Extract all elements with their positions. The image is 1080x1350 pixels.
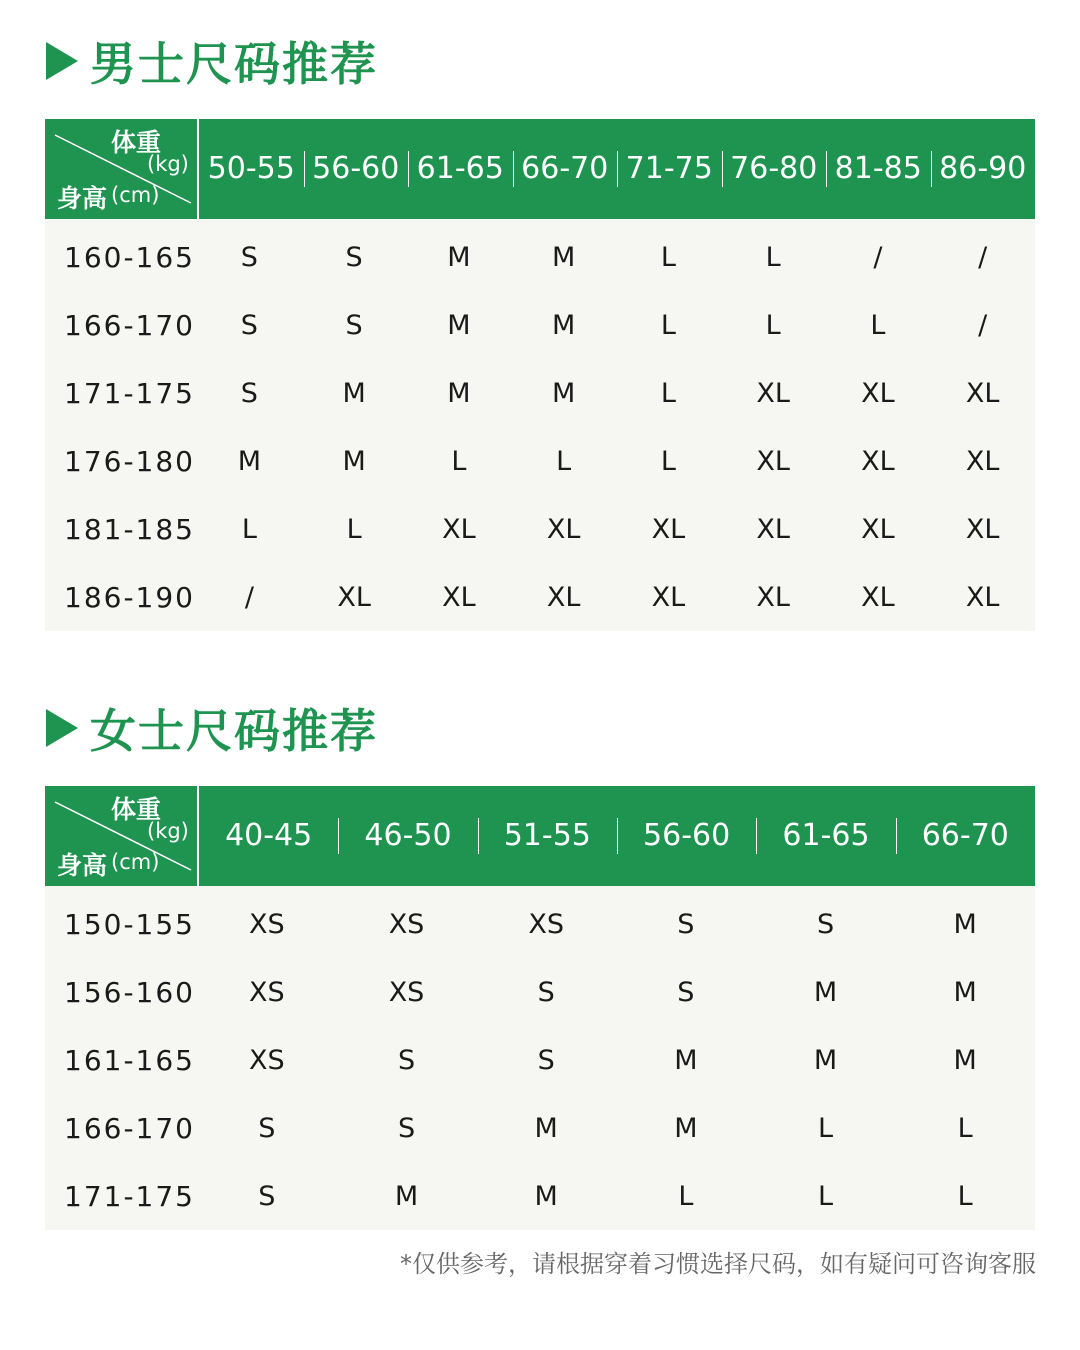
size-cell: M <box>394 1180 419 1212</box>
row-height-label: 161-165 <box>64 1043 195 1077</box>
men-col-header: 71-75 <box>617 119 722 219</box>
size-cell: XS <box>249 1044 285 1076</box>
height-label: 身高 <box>57 851 108 880</box>
men-weight-columns <box>199 119 1035 219</box>
size-cell: S <box>537 1044 555 1076</box>
size-cell: S <box>397 1112 416 1144</box>
men-col-header: 81-85 <box>826 119 931 219</box>
table-row <box>45 890 1035 958</box>
row-height-label: 186-190 <box>64 580 195 614</box>
size-cell: L <box>765 309 781 341</box>
size-cell: M <box>447 377 471 409</box>
table-row <box>45 291 1035 359</box>
women-size-table <box>45 786 1035 1230</box>
women-section-title <box>46 698 378 758</box>
size-cell: XL <box>442 513 476 545</box>
men-corner-cell <box>45 119 199 219</box>
table-row <box>45 223 1035 291</box>
size-cell: M <box>551 241 576 273</box>
men-table-header <box>45 119 1035 219</box>
size-cell: XL <box>651 581 686 613</box>
size-cell: XL <box>337 581 371 613</box>
table-row <box>45 359 1035 427</box>
table-row <box>45 1026 1035 1094</box>
table-row <box>45 495 1035 563</box>
weight-label: 体重 <box>111 128 162 157</box>
play-triangle-icon <box>46 709 78 747</box>
women-col-header: 40-45 <box>225 818 313 853</box>
size-cell: M <box>447 309 471 341</box>
row-height-label: 166-170 <box>64 308 195 342</box>
table-row <box>45 1094 1035 1162</box>
size-cell: XL <box>861 513 895 545</box>
size-cell: XL <box>756 377 790 409</box>
size-cell: L <box>678 1180 694 1212</box>
size-cell: XL <box>546 581 581 613</box>
size-cell: M <box>953 976 977 1008</box>
disclaimer-footnote: *仅供参考，请根据穿着习惯选择尺码，如有疑问可咨询客服 <box>400 1250 1036 1278</box>
size-cell: XL <box>861 581 895 613</box>
size-cell: L <box>241 513 257 545</box>
women-table-header <box>45 786 1035 886</box>
size-cell: S <box>258 1112 276 1144</box>
size-cell: L <box>957 1180 973 1212</box>
size-cell: / <box>244 581 254 613</box>
size-cell: M <box>953 1044 977 1076</box>
size-cell: M <box>551 377 576 409</box>
table-row <box>45 427 1035 495</box>
size-cell: XS <box>249 908 285 940</box>
women-col-header: 46-50 <box>338 786 477 886</box>
size-cell: XL <box>756 581 790 613</box>
size-cell: M <box>813 976 838 1008</box>
row-height-label: 150-155 <box>64 907 195 941</box>
size-cell: / <box>978 241 988 273</box>
size-cell: M <box>674 1112 698 1144</box>
weight-label: 体重 <box>111 795 162 824</box>
size-cell: L <box>957 1112 973 1144</box>
size-cell: M <box>534 1180 558 1212</box>
women-col-header: 66-70 <box>896 786 1035 886</box>
size-cell: L <box>818 1112 834 1144</box>
women-weight-columns <box>199 786 1035 886</box>
size-cell: L <box>660 377 676 409</box>
men-section-title <box>46 31 378 91</box>
table-row <box>45 1162 1035 1230</box>
height-unit: (cm) <box>111 850 160 874</box>
size-cell: XL <box>965 445 1000 477</box>
size-cell: XL <box>965 513 1000 545</box>
men-size-table <box>45 119 1035 631</box>
size-cell: M <box>342 377 366 409</box>
women-table-body <box>45 886 1035 1230</box>
size-cell: M <box>342 445 366 477</box>
row-height-label: 171-175 <box>64 376 195 410</box>
size-cell: S <box>677 976 695 1008</box>
play-triangle-icon <box>46 42 78 80</box>
size-cell: XS <box>249 976 285 1008</box>
size-cell: XL <box>965 581 1000 613</box>
size-cell: L <box>660 241 676 273</box>
size-cell: L <box>660 309 676 341</box>
size-cell: L <box>765 241 781 273</box>
women-corner-cell <box>45 786 199 886</box>
women-col-header: 56-60 <box>617 786 756 886</box>
weight-unit: (kg) <box>147 819 189 843</box>
size-cell: L <box>818 1180 834 1212</box>
women-col-header: 61-65 <box>756 786 895 886</box>
size-cell: XS <box>388 908 425 940</box>
size-cell: S <box>816 908 835 940</box>
size-cell: S <box>240 377 258 409</box>
size-cell: S <box>677 908 695 940</box>
size-cell: S <box>240 309 258 341</box>
height-unit: (cm) <box>111 183 160 207</box>
weight-unit: (kg) <box>147 152 189 176</box>
table-row <box>45 563 1035 631</box>
size-cell: M <box>813 1044 838 1076</box>
size-cell: M <box>237 445 262 477</box>
size-cell: / <box>978 309 988 341</box>
size-cell: XS <box>528 908 564 940</box>
size-cell: XL <box>651 513 686 545</box>
row-height-label: 156-160 <box>64 975 195 1009</box>
size-cell: S <box>240 241 258 273</box>
men-col-header: 76-80 <box>722 119 827 219</box>
row-height-label: 176-180 <box>64 444 195 478</box>
size-cell: S <box>258 1180 276 1212</box>
size-cell: XL <box>861 445 895 477</box>
size-cell: XS <box>388 976 425 1008</box>
women-col-header: 51-55 <box>478 786 617 886</box>
men-col-header: 56-60 <box>304 119 409 219</box>
men-col-header: 86-90 <box>931 119 1036 219</box>
row-height-label: 166-170 <box>64 1111 195 1145</box>
size-cell: XL <box>756 513 790 545</box>
row-height-label: 171-175 <box>64 1179 195 1213</box>
size-cell: XL <box>965 377 1000 409</box>
men-table-body <box>45 219 1035 631</box>
size-cell: L <box>556 445 572 477</box>
size-cell: S <box>345 241 363 273</box>
size-cell: XL <box>861 377 895 409</box>
size-cell: S <box>397 1044 416 1076</box>
size-cell: M <box>534 1112 558 1144</box>
men-title-text: 男士尺码推荐 <box>90 37 378 91</box>
size-cell: M <box>447 241 471 273</box>
men-col-header: 50-55 <box>207 151 295 186</box>
size-cell: M <box>551 309 576 341</box>
size-cell: L <box>451 445 467 477</box>
row-height-label: 181-185 <box>64 512 195 546</box>
size-cell: XL <box>546 513 581 545</box>
size-cell: L <box>870 309 886 341</box>
table-row <box>45 958 1035 1026</box>
size-cell: S <box>345 309 363 341</box>
height-label: 身高 <box>57 184 108 213</box>
size-cell: M <box>674 1044 698 1076</box>
size-cell: S <box>537 976 555 1008</box>
men-col-header: 66-70 <box>513 119 618 219</box>
size-cell: L <box>660 445 676 477</box>
size-cell: XL <box>442 581 476 613</box>
size-cell: M <box>953 908 977 940</box>
size-cell: XL <box>756 445 790 477</box>
size-cell: / <box>873 241 883 273</box>
row-height-label: 160-165 <box>64 240 195 274</box>
women-title-text: 女士尺码推荐 <box>90 704 378 758</box>
men-col-header: 61-65 <box>408 119 513 219</box>
size-cell: L <box>346 513 362 545</box>
